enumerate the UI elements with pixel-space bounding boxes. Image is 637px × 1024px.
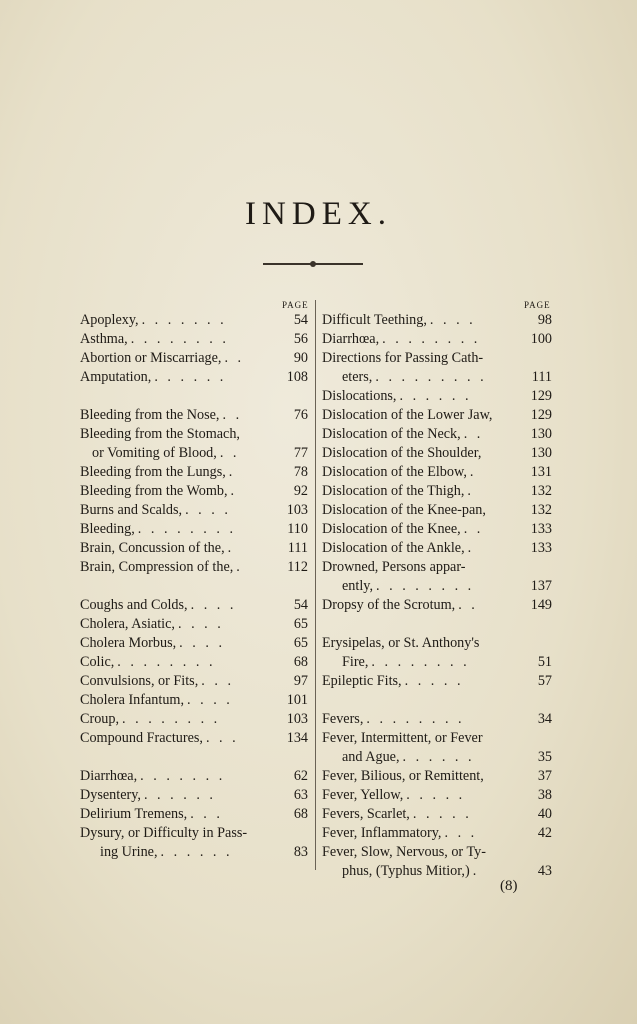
index-entry-text: Directions for Passing Cath- bbox=[322, 350, 484, 366]
index-entry-text: eters, bbox=[342, 369, 373, 385]
index-entry-text: Bleeding from the Lungs, bbox=[80, 464, 226, 480]
index-entry-text: Bleeding, bbox=[80, 521, 135, 537]
index-entry-leader: . bbox=[472, 863, 480, 879]
index-entry-text: Bleeding from the Stomach, bbox=[80, 426, 240, 442]
index-entry-page: 51 bbox=[537, 654, 552, 670]
index-entry bbox=[322, 768, 552, 787]
index-entry-leader: . bbox=[228, 464, 236, 480]
index-entry-text: Erysipelas, or St. Anthony's bbox=[322, 635, 480, 651]
index-entry-leader: . . . bbox=[444, 825, 478, 841]
index-entry-leader: . . . . bbox=[429, 312, 476, 328]
index-gap bbox=[322, 616, 552, 635]
index-entry-text: Cholera Morbus, bbox=[80, 635, 177, 651]
index-column-left bbox=[80, 312, 308, 863]
index-entry-leader: . . bbox=[222, 407, 243, 423]
index-entry bbox=[322, 388, 552, 407]
index-entry bbox=[80, 502, 308, 521]
index-entry bbox=[322, 426, 552, 445]
index-entry-page: 35 bbox=[537, 749, 552, 765]
index-entry-text: Abortion or Miscarriage, bbox=[80, 350, 222, 366]
index-entry-leader: . . . bbox=[190, 806, 223, 822]
index-entry-page: 103 bbox=[286, 502, 308, 518]
index-entry-text: Fever, Yellow, bbox=[322, 787, 404, 803]
index-entry-leader: . . . . . bbox=[406, 787, 466, 803]
index-entry-leader: . . . . bbox=[179, 635, 225, 651]
index-entry bbox=[322, 673, 552, 692]
index-entry-page: 110 bbox=[287, 521, 308, 537]
index-entry bbox=[80, 692, 308, 711]
index-entry-text: Difficult Teething, bbox=[322, 312, 427, 328]
index-entry bbox=[322, 331, 552, 350]
left-page-header: PAGE bbox=[282, 300, 309, 310]
index-entry-leader: . . . . . . bbox=[143, 787, 216, 803]
index-entry-text: Burns and Scalds, bbox=[80, 502, 183, 518]
index-entry-leader: . bbox=[236, 559, 243, 575]
index-entry bbox=[80, 312, 308, 331]
index-gap bbox=[322, 692, 552, 711]
index-entry-text: Brain, Compression of the, bbox=[80, 559, 234, 575]
index-entry-leader: . . . bbox=[205, 730, 239, 746]
index-entry-leader: . . . . . . bbox=[399, 388, 472, 404]
index-entry-page: 129 bbox=[530, 407, 552, 423]
index-entry-page: 77 bbox=[293, 445, 308, 461]
index-entry-page: 54 bbox=[293, 597, 308, 613]
index-entry-text: Fever, Intermittent, or Fever bbox=[322, 730, 483, 746]
index-entry-text: Fevers, Scarlet, bbox=[322, 806, 410, 822]
index-entry-text: Bleeding from the Womb, bbox=[80, 483, 228, 499]
index-column-right bbox=[322, 312, 552, 882]
index-entry-page: 132 bbox=[530, 483, 552, 499]
index-entry bbox=[322, 502, 552, 521]
index-entry-text: Dislocations, bbox=[322, 388, 397, 404]
index-entry-text: ing Urine, bbox=[100, 844, 158, 860]
index-entry bbox=[322, 711, 552, 730]
index-entry-leader: . . . . . . . . bbox=[122, 711, 221, 727]
index-entry-leader: . . . . . . . . bbox=[117, 654, 216, 670]
index-entry bbox=[322, 540, 552, 559]
index-entry bbox=[80, 768, 308, 787]
index-gap bbox=[80, 578, 308, 597]
index-entry-page: 65 bbox=[293, 635, 308, 651]
index-entry-page: 129 bbox=[530, 388, 552, 404]
column-divider bbox=[315, 300, 316, 870]
index-entry-page: 101 bbox=[286, 692, 308, 708]
index-entry-leader: . . . . . . . . bbox=[371, 654, 470, 670]
index-entry-page: 62 bbox=[293, 768, 308, 784]
index-entry-leader: . bbox=[469, 464, 477, 480]
index-entry bbox=[322, 730, 552, 749]
index-entry-page: 134 bbox=[286, 730, 308, 746]
index-entry-page: 133 bbox=[530, 540, 552, 556]
index-entry bbox=[322, 825, 552, 844]
index-entry-text: Dysentery, bbox=[80, 787, 141, 803]
index-entry-page: 40 bbox=[537, 806, 552, 822]
index-entry-text: ently, bbox=[342, 578, 373, 594]
index-entry-page: 92 bbox=[293, 483, 308, 499]
index-entry-text: Dysury, or Difficulty in Pass- bbox=[80, 825, 248, 841]
index-entry-page: 98 bbox=[537, 312, 552, 328]
index-entry-leader: . . bbox=[458, 597, 478, 613]
index-entry-leader: . . . . . . bbox=[154, 369, 227, 385]
index-entry bbox=[322, 806, 552, 825]
index-entry-leader: . bbox=[467, 540, 475, 556]
index-entry-page: 111 bbox=[531, 369, 552, 385]
index-entry-leader: . . . bbox=[201, 673, 234, 689]
index-entry-page: 130 bbox=[530, 445, 552, 461]
index-entry-page: 38 bbox=[537, 787, 552, 803]
index-entry-text: Dislocation of the Thigh, bbox=[322, 483, 465, 499]
index-entry-page: 54 bbox=[293, 312, 308, 328]
index-entry-page: 83 bbox=[293, 844, 308, 860]
index-entry-page: 149 bbox=[530, 597, 552, 613]
index-entry-page: 90 bbox=[293, 350, 308, 366]
index-entry bbox=[80, 369, 308, 388]
index-entry bbox=[80, 407, 308, 426]
index-entry bbox=[80, 787, 308, 806]
index-entry-leader: . . . . bbox=[177, 616, 224, 632]
index-entry-text: Fever, Slow, Nervous, or Ty- bbox=[322, 844, 486, 860]
index-entry-page: 103 bbox=[286, 711, 308, 727]
index-entry-text: Epileptic Fits, bbox=[322, 673, 402, 689]
index-entry bbox=[80, 483, 308, 502]
index-entry-leader: . . . . . . . bbox=[141, 312, 227, 328]
index-entry bbox=[322, 350, 552, 369]
index-entry-leader: . . . . . . . . bbox=[382, 331, 481, 347]
index-entry-leader: . . bbox=[463, 521, 484, 537]
index-entry-leader: . . . . bbox=[187, 692, 233, 708]
index-entry-text: Fire, bbox=[342, 654, 369, 670]
index-entry-text: Asthma, bbox=[80, 331, 128, 347]
index-entry-leader: . . bbox=[463, 426, 484, 442]
page-number: (8) bbox=[500, 878, 518, 894]
index-entry-text: Brain, Concussion of the, bbox=[80, 540, 225, 556]
index-entry bbox=[322, 844, 552, 863]
right-page-header: PAGE bbox=[524, 300, 551, 310]
index-entry bbox=[322, 635, 552, 654]
page-title: INDEX. bbox=[245, 196, 392, 232]
index-entry-leader: . bbox=[230, 483, 238, 499]
index-entry-leader: . . . . bbox=[190, 597, 237, 613]
index-entry-leader: . . . . . . . . bbox=[130, 331, 229, 347]
index-entry bbox=[80, 464, 308, 483]
index-entry-leader: . . . . . . . . bbox=[366, 711, 465, 727]
index-entry-text: Dislocation of the Neck, bbox=[322, 426, 461, 442]
index-entry-page: 133 bbox=[530, 521, 552, 537]
index-entry-page: 131 bbox=[530, 464, 552, 480]
index-entry bbox=[80, 711, 308, 730]
index-entry bbox=[322, 445, 552, 464]
index-entry-leader: . . . . . . . . bbox=[137, 521, 236, 537]
index-entry bbox=[322, 578, 552, 597]
index-entry-text: Drowned, Persons appar- bbox=[322, 559, 466, 575]
index-entry-text: Croup, bbox=[80, 711, 120, 727]
index-entry-leader: . . bbox=[224, 350, 245, 366]
index-gap bbox=[80, 388, 308, 407]
index-gap bbox=[80, 749, 308, 768]
index-entry-leader: . . . . bbox=[185, 502, 231, 518]
index-entry-text: Compound Fractures, bbox=[80, 730, 203, 746]
index-entry bbox=[322, 749, 552, 768]
index-entry bbox=[322, 559, 552, 578]
index-entry-page: 78 bbox=[293, 464, 308, 480]
index-entry bbox=[322, 863, 552, 882]
index-entry-leader: . . . . . . . . . bbox=[375, 369, 487, 385]
index-entry-text: Dislocation of the Shoulder, bbox=[322, 445, 482, 461]
index-entry bbox=[80, 825, 308, 844]
index-entry-text: Apoplexy, bbox=[80, 312, 139, 328]
index-entry bbox=[80, 521, 308, 540]
index-entry-leader: . . . . . . . bbox=[140, 768, 226, 784]
index-entry-text: Dislocation of the Elbow, bbox=[322, 464, 467, 480]
index-entry-text: Dislocation of the Lower Jaw, bbox=[322, 407, 493, 423]
title-rule-ornament bbox=[310, 261, 316, 267]
index-entry-page: 57 bbox=[537, 673, 552, 689]
index-entry-leader: . . . . . . bbox=[402, 749, 475, 765]
index-entry-page: 56 bbox=[293, 331, 308, 347]
index-entry bbox=[80, 331, 308, 350]
index-entry-page: 100 bbox=[530, 331, 552, 347]
index-entry-page: 34 bbox=[537, 711, 552, 727]
index-entry-page: 76 bbox=[293, 407, 308, 423]
index-entry-page: 111 bbox=[287, 540, 308, 556]
index-entry-text: Coughs and Colds, bbox=[80, 597, 188, 613]
index-entry-leader: . . . . . . . . bbox=[376, 578, 475, 594]
index-entry-leader: . . . . . bbox=[412, 806, 472, 822]
index-entry-leader: . . . . . bbox=[404, 673, 464, 689]
index-entry-page: 130 bbox=[530, 426, 552, 442]
index-entry-text: Fevers, bbox=[322, 711, 364, 727]
index-entry-text: Amputation, bbox=[80, 369, 152, 385]
index-entry bbox=[80, 635, 308, 654]
index-entry-text: Cholera Infantum, bbox=[80, 692, 185, 708]
index-entry bbox=[322, 787, 552, 806]
index-entry bbox=[322, 369, 552, 388]
index-entry-text: Convulsions, or Fits, bbox=[80, 673, 199, 689]
index-entry-page: 108 bbox=[286, 369, 308, 385]
index-entry-leader: . bbox=[467, 483, 474, 499]
index-entry-page: 132 bbox=[530, 502, 552, 518]
index-entry-leader: . bbox=[227, 540, 235, 556]
index-entry bbox=[322, 521, 552, 540]
index-entry-page: 68 bbox=[293, 806, 308, 822]
index-entry-page: 43 bbox=[537, 863, 552, 879]
index-entry bbox=[322, 312, 552, 331]
index-entry bbox=[80, 806, 308, 825]
index-entry bbox=[80, 844, 308, 863]
index-entry-text: Fever, Bilious, or Remittent, bbox=[322, 768, 484, 784]
index-entry bbox=[80, 445, 308, 464]
index-entry bbox=[322, 464, 552, 483]
index-entry bbox=[322, 407, 552, 426]
index-entry-text: Dislocation of the Knee, bbox=[322, 521, 461, 537]
index-entry-page: 65 bbox=[293, 616, 308, 632]
index-entry bbox=[80, 730, 308, 749]
index-entry-page: 42 bbox=[537, 825, 552, 841]
index-entry-text: Dislocation of the Knee-pan, bbox=[322, 502, 486, 518]
index-entry bbox=[322, 654, 552, 673]
index-entry-leader: . . bbox=[219, 445, 240, 461]
index-entry-text: Diarrhœa, bbox=[80, 768, 138, 784]
index-entry-text: Cholera, Asiatic, bbox=[80, 616, 175, 632]
index-entry-text: Diarrhœa, bbox=[322, 331, 380, 347]
index-entry-text: phus, (Typhus Mitior,) bbox=[342, 863, 470, 879]
index-entry-leader: . . . . . . bbox=[160, 844, 233, 860]
index-entry bbox=[80, 540, 308, 559]
index-entry-text: Fever, Inflammatory, bbox=[322, 825, 442, 841]
index-entry bbox=[80, 426, 308, 445]
index-entry bbox=[80, 673, 308, 692]
index-entry-page: 97 bbox=[293, 673, 308, 689]
index-entry bbox=[80, 616, 308, 635]
index-entry-page: 68 bbox=[293, 654, 308, 670]
index-entry-text: Delirium Tremens, bbox=[80, 806, 188, 822]
index-entry-text: Bleeding from the Nose, bbox=[80, 407, 220, 423]
index-entry-page: 63 bbox=[293, 787, 308, 803]
index-entry bbox=[80, 597, 308, 616]
index-entry bbox=[80, 654, 308, 673]
index-entry bbox=[322, 597, 552, 616]
index-entry-page: 37 bbox=[537, 768, 552, 784]
index-entry bbox=[322, 483, 552, 502]
index-entry-text: Dropsy of the Scrotum, bbox=[322, 597, 456, 613]
index-entry-text: Colic, bbox=[80, 654, 115, 670]
index-entry-text: and Ague, bbox=[342, 749, 400, 765]
index-entry bbox=[80, 350, 308, 369]
index-entry bbox=[80, 559, 308, 578]
index-entry-page: 137 bbox=[530, 578, 552, 594]
index-entry-page: 112 bbox=[287, 559, 308, 575]
index-entry-text: or Vomiting of Blood, bbox=[92, 445, 217, 461]
index-entry-text: Dislocation of the Ankle, bbox=[322, 540, 465, 556]
